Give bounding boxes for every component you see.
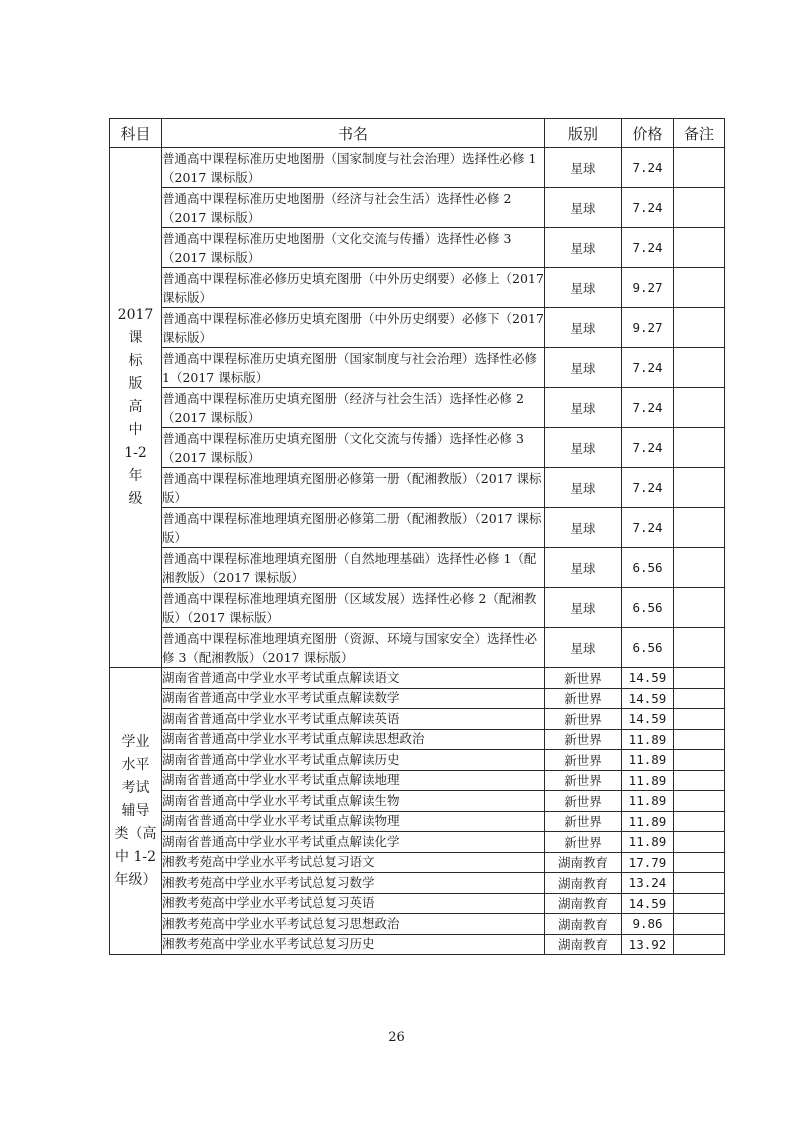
- note-cell: [674, 688, 725, 709]
- publisher-cell: 星球: [545, 468, 622, 508]
- table-body: [110, 148, 725, 955]
- price-cell: 7.24: [622, 148, 674, 188]
- book-name-cell: 普通高中课程标准地理填充图册必修第一册（配湘教版）（2017 课标版）: [162, 468, 545, 508]
- subject-line: 高: [128, 399, 143, 415]
- price-cell: 13.92: [622, 934, 674, 955]
- note-cell: [674, 468, 725, 508]
- note-cell: [674, 811, 725, 832]
- table-row: [110, 729, 725, 750]
- table-row: [110, 308, 725, 348]
- publisher-cell: 星球: [545, 508, 622, 548]
- publisher-cell: 星球: [545, 228, 622, 268]
- book-name-cell: 湖南省普通高中学业水平考试重点解读数学: [162, 688, 545, 709]
- book-name-cell: 湖南省普通高中学业水平考试重点解读化学: [162, 832, 545, 853]
- subject-cell: [110, 148, 162, 668]
- table-row: [110, 914, 725, 935]
- note-cell: [674, 770, 725, 791]
- price-cell: 9.27: [622, 308, 674, 348]
- publisher-cell: 星球: [545, 548, 622, 588]
- price-cell: 13.24: [622, 873, 674, 894]
- book-name-cell: 湖南省普通高中学业水平考试重点解读生物: [162, 791, 545, 812]
- table-row: [110, 468, 725, 508]
- table-row: [110, 893, 725, 914]
- price-cell: 7.24: [622, 468, 674, 508]
- price-cell: 11.89: [622, 832, 674, 853]
- price-cell: 14.59: [622, 709, 674, 730]
- book-name-cell: 普通高中课程标准必修历史填充图册（中外历史纲要）必修下（2017 课标版）: [162, 308, 545, 348]
- header-name: 书名: [162, 119, 545, 148]
- header-publisher: 版别: [545, 119, 622, 148]
- book-name-cell: 普通高中课程标准地理填充图册（资源、环境与国家安全）选择性必修 3（配湘教版）（2017 课标版）: [162, 628, 545, 668]
- subject-line: 2017: [117, 307, 154, 323]
- price-cell: 11.89: [622, 750, 674, 771]
- table-row: [110, 428, 725, 468]
- publisher-cell: 星球: [545, 388, 622, 428]
- table-row: [110, 628, 725, 668]
- note-cell: [674, 893, 725, 914]
- publisher-cell: 新世界: [545, 811, 622, 832]
- book-name-cell: 普通高中课程标准历史填充图册（文化交流与传播）选择性必修 3（2017 课标版）: [162, 428, 545, 468]
- publisher-cell: 星球: [545, 188, 622, 228]
- publisher-cell: 湖南教育: [545, 934, 622, 955]
- note-cell: [674, 348, 725, 388]
- price-cell: 7.24: [622, 428, 674, 468]
- publisher-cell: 星球: [545, 268, 622, 308]
- note-cell: [674, 228, 725, 268]
- subject-line: 级: [128, 491, 143, 507]
- note-cell: [674, 188, 725, 228]
- book-name-cell: 普通高中课程标准历史地图册（文化交流与传播）选择性必修 3（2017 课标版）: [162, 228, 545, 268]
- table-row: [110, 791, 725, 812]
- book-name-cell: 湖南省普通高中学业水平考试重点解读物理: [162, 811, 545, 832]
- book-name-cell: 湘教考苑高中学业水平考试总复习语文: [162, 852, 545, 873]
- book-name-cell: 湘教考苑高中学业水平考试总复习英语: [162, 893, 545, 914]
- subject-line: 1-2: [124, 445, 147, 461]
- note-cell: [674, 628, 725, 668]
- book-name-cell: 湖南省普通高中学业水平考试重点解读英语: [162, 709, 545, 730]
- publisher-cell: 湖南教育: [545, 873, 622, 894]
- publisher-cell: 新世界: [545, 688, 622, 709]
- note-cell: [674, 873, 725, 894]
- price-cell: 6.56: [622, 588, 674, 628]
- price-cell: 11.89: [622, 729, 674, 750]
- table-row: [110, 548, 725, 588]
- table-row: [110, 873, 725, 894]
- publisher-cell: 新世界: [545, 770, 622, 791]
- note-cell: [674, 588, 725, 628]
- price-cell: 11.89: [622, 811, 674, 832]
- publisher-cell: 新世界: [545, 750, 622, 771]
- publisher-cell: 新世界: [545, 729, 622, 750]
- publisher-cell: 新世界: [545, 668, 622, 689]
- book-name-cell: 普通高中课程标准历史地图册（经济与社会生活）选择性必修 2（2017 课标版）: [162, 188, 545, 228]
- book-name-cell: 普通高中课程标准地理填充图册（区域发展）选择性必修 2（配湘教版）（2017 课标版）: [162, 588, 545, 628]
- price-list-table: [109, 118, 725, 955]
- book-name-cell: 普通高中课程标准历史填充图册（国家制度与社会治理）选择性必修 1（2017 课标版）: [162, 348, 545, 388]
- book-name-cell: 湖南省普通高中学业水平考试重点解读思想政治: [162, 729, 545, 750]
- note-cell: [674, 791, 725, 812]
- publisher-cell: 星球: [545, 628, 622, 668]
- subject-line: 年级）: [114, 871, 157, 888]
- note-cell: [674, 668, 725, 689]
- book-name-cell: 普通高中课程标准地理填充图册（自然地理基础）选择性必修 1（配湘教版）（2017 课标版）: [162, 548, 545, 588]
- table-row: [110, 668, 725, 689]
- header-subject: 科目: [110, 119, 162, 148]
- subject-cell: [110, 668, 162, 955]
- header-price: 价格: [622, 119, 674, 148]
- page-number: 26: [388, 1030, 405, 1045]
- publisher-cell: 星球: [545, 308, 622, 348]
- book-name-cell: 湖南省普通高中学业水平考试重点解读地理: [162, 770, 545, 791]
- publisher-cell: 湖南教育: [545, 852, 622, 873]
- subject-line: 标: [128, 353, 143, 369]
- note-cell: [674, 428, 725, 468]
- book-name-cell: 普通高中课程标准必修历史填充图册（中外历史纲要）必修上（2017 课标版）: [162, 268, 545, 308]
- header-note: 备注: [674, 119, 725, 148]
- book-name-cell: 湖南省普通高中学业水平考试重点解读语文: [162, 668, 545, 689]
- subject-line: 中: [128, 422, 143, 438]
- note-cell: [674, 508, 725, 548]
- price-cell: 7.24: [622, 508, 674, 548]
- table-row: [110, 750, 725, 771]
- subject-line: 中 1-2: [115, 848, 156, 865]
- table-row: [110, 228, 725, 268]
- book-name-cell: 湘教考苑高中学业水平考试总复习数学: [162, 873, 545, 894]
- table-row: [110, 688, 725, 709]
- book-name-cell: 普通高中课程标准历史填充图册（经济与社会生活）选择性必修 2（2017 课标版）: [162, 388, 545, 428]
- table-row: [110, 832, 725, 853]
- note-cell: [674, 934, 725, 955]
- book-name-cell: 湘教考苑高中学业水平考试总复习思想政治: [162, 914, 545, 935]
- price-cell: 6.56: [622, 548, 674, 588]
- price-cell: 6.56: [622, 628, 674, 668]
- note-cell: [674, 729, 725, 750]
- price-cell: 9.86: [622, 914, 674, 935]
- book-name-cell: 普通高中课程标准地理填充图册必修第二册（配湘教版）（2017 课标版）: [162, 508, 545, 548]
- price-cell: 17.79: [622, 852, 674, 873]
- book-name-cell: 湘教考苑高中学业水平考试总复习历史: [162, 934, 545, 955]
- table-row: [110, 852, 725, 873]
- subject-line: 考试: [121, 779, 150, 796]
- note-cell: [674, 852, 725, 873]
- table-row: [110, 934, 725, 955]
- table-row: [110, 770, 725, 791]
- publisher-cell: 新世界: [545, 791, 622, 812]
- note-cell: [674, 832, 725, 853]
- price-cell: 11.89: [622, 791, 674, 812]
- table-header-row: [110, 119, 725, 148]
- table-row: [110, 268, 725, 308]
- subject-line: 类（高: [114, 825, 157, 842]
- book-name-cell: 普通高中课程标准历史地图册（国家制度与社会治理）选择性必修 1（2017 课标版）: [162, 148, 545, 188]
- price-cell: 7.24: [622, 228, 674, 268]
- publisher-cell: 星球: [545, 428, 622, 468]
- publisher-cell: 星球: [545, 348, 622, 388]
- price-cell: 11.89: [622, 770, 674, 791]
- subject-line: 水平: [121, 756, 150, 773]
- subject-line: 版: [128, 376, 143, 392]
- price-cell: 7.24: [622, 388, 674, 428]
- table-row: [110, 811, 725, 832]
- publisher-cell: 湖南教育: [545, 893, 622, 914]
- book-name-cell: 湖南省普通高中学业水平考试重点解读历史: [162, 750, 545, 771]
- subject-line: 辅导: [121, 802, 150, 819]
- price-cell: 7.24: [622, 348, 674, 388]
- note-cell: [674, 914, 725, 935]
- note-cell: [674, 388, 725, 428]
- table-row: [110, 508, 725, 548]
- publisher-cell: 新世界: [545, 832, 622, 853]
- publisher-cell: 星球: [545, 148, 622, 188]
- subject-line: 课: [128, 330, 143, 346]
- note-cell: [674, 308, 725, 348]
- publisher-cell: 新世界: [545, 709, 622, 730]
- table-row: [110, 348, 725, 388]
- table-row: [110, 388, 725, 428]
- price-cell: 14.59: [622, 668, 674, 689]
- table-row: [110, 188, 725, 228]
- subject-line: 学业: [121, 733, 150, 750]
- price-cell: 9.27: [622, 268, 674, 308]
- publisher-cell: 星球: [545, 588, 622, 628]
- subject-line: 年: [128, 468, 143, 484]
- note-cell: [674, 148, 725, 188]
- table-row: [110, 709, 725, 730]
- table-row: [110, 148, 725, 188]
- price-cell: 14.59: [622, 688, 674, 709]
- note-cell: [674, 709, 725, 730]
- price-cell: 14.59: [622, 893, 674, 914]
- note-cell: [674, 548, 725, 588]
- note-cell: [674, 268, 725, 308]
- publisher-cell: 湖南教育: [545, 914, 622, 935]
- price-cell: 7.24: [622, 188, 674, 228]
- table-row: [110, 588, 725, 628]
- note-cell: [674, 750, 725, 771]
